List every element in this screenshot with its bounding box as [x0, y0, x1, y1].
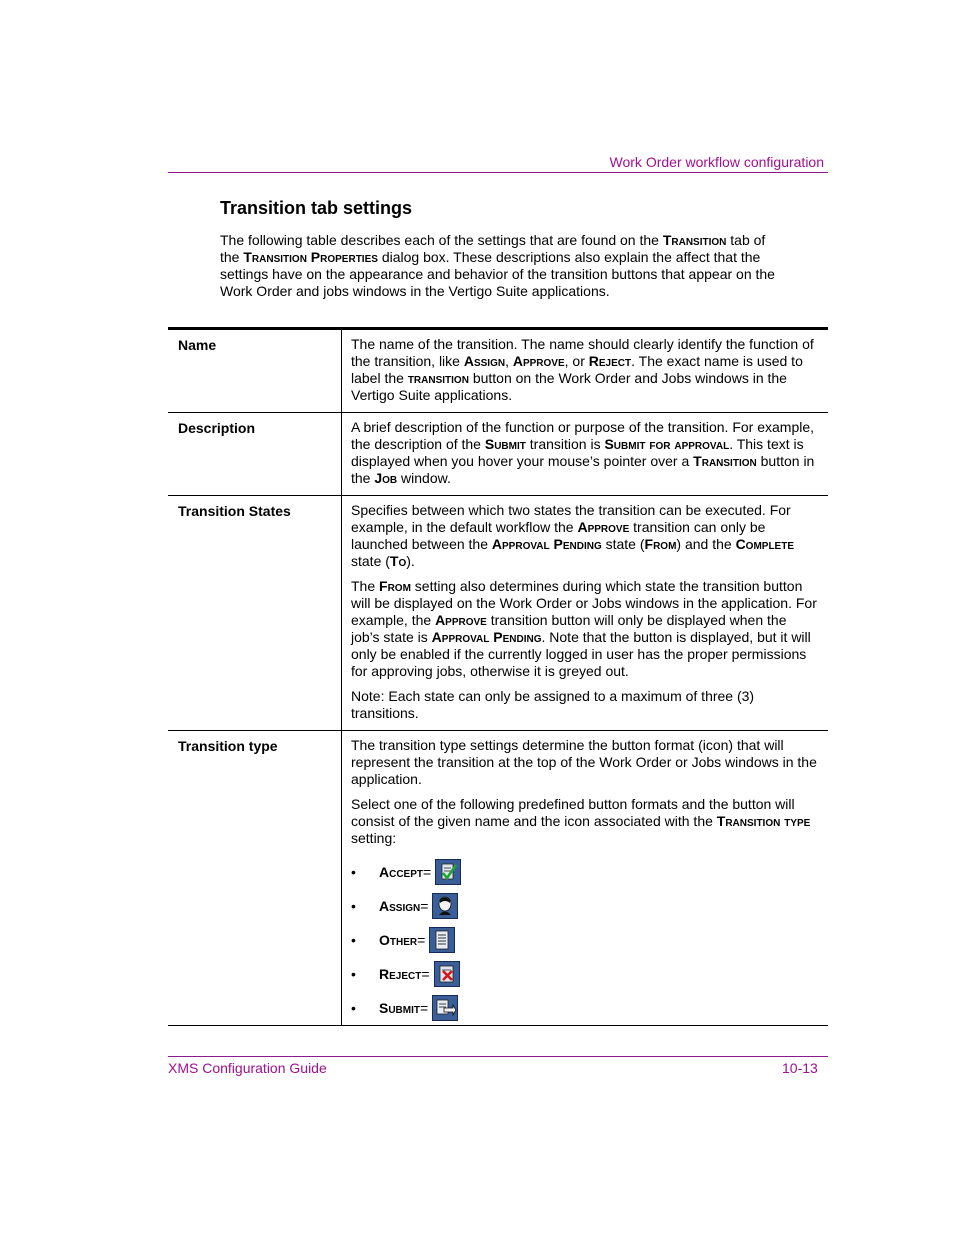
footer-rule	[168, 1056, 828, 1057]
intro-paragraph: The following table describes each of the settings that are found on the Transition tab of the Transition Properties dialog box. These descriptions also explain the affect that the settings have on the appearance and behavior of the transition buttons that appear on the Work Order and jobs windows in the Vertigo Suite applications.	[220, 232, 775, 299]
button-format-list	[351, 855, 818, 1025]
row-label-type: Transition type	[168, 731, 342, 1026]
row-label-name: Name	[168, 329, 342, 413]
accept-icon	[435, 859, 461, 885]
table-row	[168, 731, 828, 1026]
row-desc-type: The transition type settings determine the button format (icon) that will represent the transition at the top of the Work Order or Jobs windows in the application. Select one of the following predefined button formats and the button will consist of the given name and the icon associated with the Transition type setting: • Accept = • Assign = • Other = • Reject = • Submit =	[342, 731, 829, 1026]
row-label-states: Transition States	[168, 496, 342, 731]
settings-table	[168, 327, 828, 1026]
page-title: Transition tab settings	[220, 198, 413, 218]
running-header: Work Order workflow configuration	[609, 154, 824, 170]
list-item: • Submit =	[351, 991, 818, 1025]
submit-icon	[432, 995, 458, 1021]
assign-icon	[432, 893, 458, 919]
list-item: • Reject =	[351, 957, 818, 991]
row-label-description: Description	[168, 413, 342, 496]
table-row	[168, 496, 828, 731]
list-item: • Other =	[351, 923, 818, 957]
other-icon	[429, 927, 455, 953]
table-row	[168, 413, 828, 496]
footer-page-number: 10-13	[782, 1060, 818, 1076]
row-desc-description: A brief description of the function or purpose of the transition. For example, the description of the Submit transition is Submit for approval. This text is displayed when you hover your mouse’s pointer over a Transition button in the Job window.	[351, 419, 815, 486]
list-item: • Accept =	[351, 855, 818, 889]
row-desc-states: Specifies between which two states the transition can be executed. For example, in the default workflow the Approve transition can only be launched between the Approval Pending state (From) and the Complete state (To). The From setting also determines during which state the transition button will be displayed on the Work Order or Jobs windows in the application. For example, the Approve transition button will only be displayed when the job’s state is Approval Pending. Note that the button is displayed, but it will only be enabled if the currently logged in user has the proper permissions for approving jobs, otherwise it is greyed out. Note: Each state can only be assigned to a maximum of three (3) transitions.	[351, 502, 817, 721]
row-desc-name: The name of the transition. The name should clearly identify the function of the transition, like Assign, Approve, or Reject. The exact name is used to label the transition button on the Work Order and Jobs windows in the Vertigo Suite applications.	[351, 336, 814, 403]
reject-icon	[434, 961, 460, 987]
header-rule	[168, 172, 828, 173]
list-item: • Assign =	[351, 889, 818, 923]
footer-guide-title: XMS Configuration Guide	[168, 1060, 327, 1076]
table-row	[168, 329, 828, 413]
